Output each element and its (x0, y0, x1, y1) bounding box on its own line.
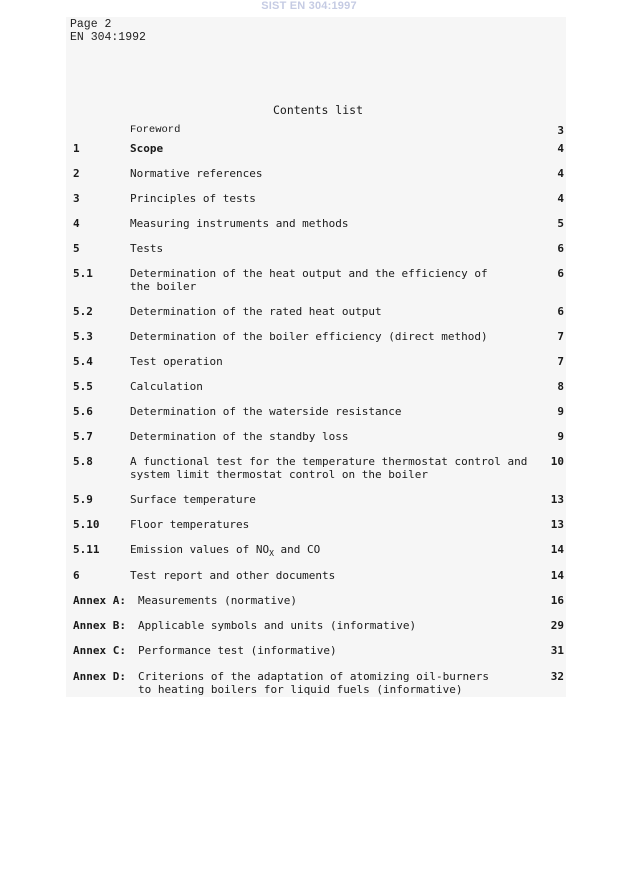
document-number: EN 304:1992 (70, 31, 146, 44)
toc-entry-page: 4 (557, 192, 564, 205)
toc-entry-number: 4 (73, 217, 80, 230)
toc-entry-page: 14 (550, 569, 564, 582)
toc-entry-title: Principles of tests (130, 192, 256, 205)
toc-entry-page: 9 (557, 430, 564, 443)
toc-entry-page: 5 (557, 217, 564, 230)
toc-entry-number: 5.3 (73, 330, 93, 343)
page-label: Page 2 (70, 18, 112, 31)
toc-entry-title: Foreword (130, 124, 181, 136)
toc-entry-title: Determination of the boiler efficiency (direct method) (130, 330, 488, 343)
toc-entry-page: 13 (550, 518, 564, 531)
toc-entry-page: 8 (557, 380, 564, 393)
toc-entry-number: Annex D: (73, 670, 126, 683)
toc-entry-title: Measuring instruments and methods (130, 217, 349, 230)
toc-entry-number: 3 (73, 192, 80, 205)
toc-entry-title: Determination of the heat output and the efficiency of the boiler (130, 267, 488, 293)
title-part: Emission values of NO (130, 543, 270, 556)
toc-entry-page: 4 (557, 142, 564, 155)
toc-entry-title: Applicable symbols and units (informative) (138, 619, 417, 632)
watermark-text: SIST EN 304:1997 (261, 0, 357, 12)
toc-entry-number: 5.5 (73, 380, 93, 393)
toc-entry-title: Surface temperature (130, 493, 256, 506)
toc-entry-number: 5.10 (73, 518, 100, 531)
toc-entry-title: Criterions of the adaptation of atomizing oil-burners to heating boilers for liquid fuels (informative) (138, 670, 489, 696)
toc-entry-page: 31 (550, 644, 564, 657)
toc-entry-page: 9 (557, 405, 564, 418)
toc-entry-number: 5.6 (73, 405, 93, 418)
toc-entry-page: 6 (557, 267, 564, 280)
toc-entry-title: Determination of the waterside resistance (130, 405, 402, 418)
toc-entry-page: 6 (557, 242, 564, 255)
toc-entry-title: Determination of the standby loss (130, 430, 349, 443)
toc-entry-number: 1 (73, 142, 80, 155)
toc-entry-page: 16 (550, 594, 564, 607)
toc-entry-number: 2 (73, 167, 80, 180)
toc-entry-title: Normative references (130, 167, 263, 180)
toc-entry-page: 3 (557, 124, 564, 137)
toc-entry-page: 7 (557, 355, 564, 368)
toc-entry-title: Test report and other documents (130, 569, 336, 582)
title-part: and CO (273, 543, 321, 556)
toc-entry-title: Determination of the rated heat output (130, 305, 382, 318)
toc-entry-page: 13 (550, 493, 564, 506)
toc-entry-title: Tests (130, 242, 164, 255)
toc-entry-number: 5.8 (73, 455, 93, 468)
toc-entry-page: 4 (557, 167, 564, 180)
toc-entry-title (130, 543, 530, 560)
toc-entry-number: 5.1 (73, 267, 93, 280)
toc-entry-title: A functional test for the temperature thermostat control and system limit thermostat control on the boiler (130, 455, 528, 481)
toc-entry-number: 5.2 (73, 305, 93, 318)
toc-entry-title: Test operation (130, 355, 223, 368)
page-header (70, 18, 146, 44)
toc-entry-number: 5.7 (73, 430, 93, 443)
toc-entry-title: Calculation (130, 380, 203, 393)
toc-entry-page: 32 (550, 670, 564, 683)
toc-entry-number: Annex A: (73, 594, 126, 607)
toc-entry-title: Performance test (informative) (138, 644, 337, 657)
toc-entry-number: 5.4 (73, 355, 93, 368)
toc-entry-number: Annex C: (73, 644, 126, 657)
toc-entry-number: 5.9 (73, 493, 93, 506)
toc-entry-page: 29 (550, 619, 564, 632)
toc-entry-title: Scope (130, 142, 164, 155)
toc-entry-title: Floor temperatures (130, 518, 250, 531)
toc-entry-number: 5.11 (73, 543, 100, 556)
toc-entry-page: 10 (550, 455, 564, 468)
toc-entry-title: Measurements (normative) (138, 594, 297, 607)
toc-entry-number: Annex B: (73, 619, 126, 632)
toc-entry-number: 6 (73, 569, 80, 582)
toc-entry-number: 5 (73, 242, 80, 255)
toc-entry-page: 14 (550, 543, 564, 556)
toc-entry-page: 6 (557, 305, 564, 318)
subscript-x: X (269, 549, 274, 558)
contents-title: Contents list (272, 103, 363, 117)
toc-entry-page: 7 (557, 330, 564, 343)
